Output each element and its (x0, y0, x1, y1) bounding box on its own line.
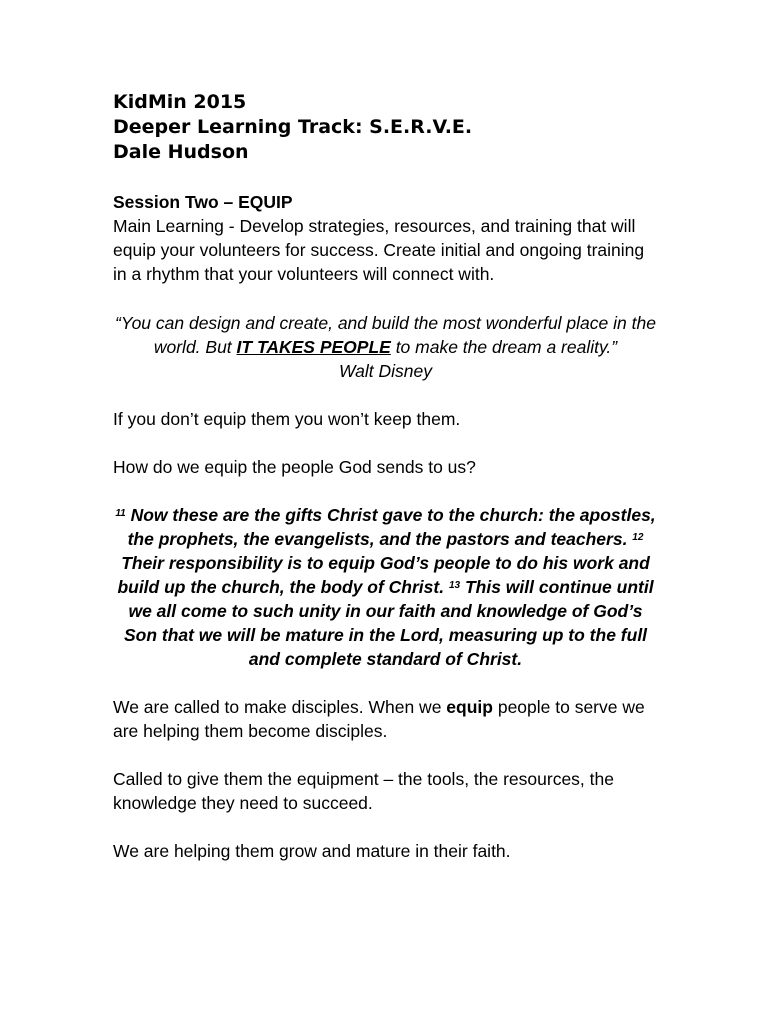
disciples-text-part1: We are called to make disciples. When we (113, 697, 447, 717)
quote-emphasis: IT TAKES PEOPLE (236, 337, 391, 357)
equipment-paragraph: Called to give them the equipment – the tools, the resources, the knowledge they need to succeed. (113, 769, 614, 813)
event-title: KidMin 2015 (113, 91, 247, 113)
verse-number-12: 12 (632, 532, 644, 543)
quote-author: Walt Disney (338, 361, 433, 381)
scripture-passage (113, 503, 658, 671)
equip-bold-word: equip (446, 697, 493, 717)
keep-statement: If you don’t equip them you won’t keep them. (113, 409, 461, 429)
disney-quote (113, 311, 658, 383)
verse-12-text: Their responsibility is to equip God’s people to do his work and build up the church, the body of Christ. (117, 553, 650, 597)
disciples-paragraph (113, 695, 658, 743)
track-title: Deeper Learning Track: S.E.R.V.E. (113, 116, 473, 138)
verse-13-text: This will continue until we all come to such unity in our faith and knowledge of God’s Son that we will be mature in the Lord, measuring up to the full and complete standard of Christ. (123, 577, 654, 669)
document-page (113, 90, 658, 863)
speaker-name: Dale Hudson (113, 141, 249, 163)
disciples-text-part2: people to serve we are helping them become disciples. (113, 697, 645, 741)
quote-text-part2: to make the dream a reality.” (390, 337, 618, 357)
quote-text-part1: “You can design and create, and build the most wonderful place in the world. But (115, 313, 656, 357)
main-learning-paragraph: Main Learning - Develop strategies, resources, and training that will equip your volunteers for success. Create initial and ongoing training in a rhythm that your volunteers will connect with. (113, 216, 645, 284)
verse-number-13: 13 (448, 580, 461, 591)
verse-number-11: 11 (115, 508, 126, 519)
equip-question: How do we equip the people God sends to us? (113, 457, 476, 477)
verse-11-text: Now these are the gifts Christ gave to the church: the apostles, the prophets, the evangelists, and the pastors and teachers. (125, 505, 656, 549)
session-title: Session Two – EQUIP (113, 192, 293, 212)
document-header (113, 90, 658, 165)
grow-paragraph: We are helping them grow and mature in their faith. (113, 841, 511, 861)
